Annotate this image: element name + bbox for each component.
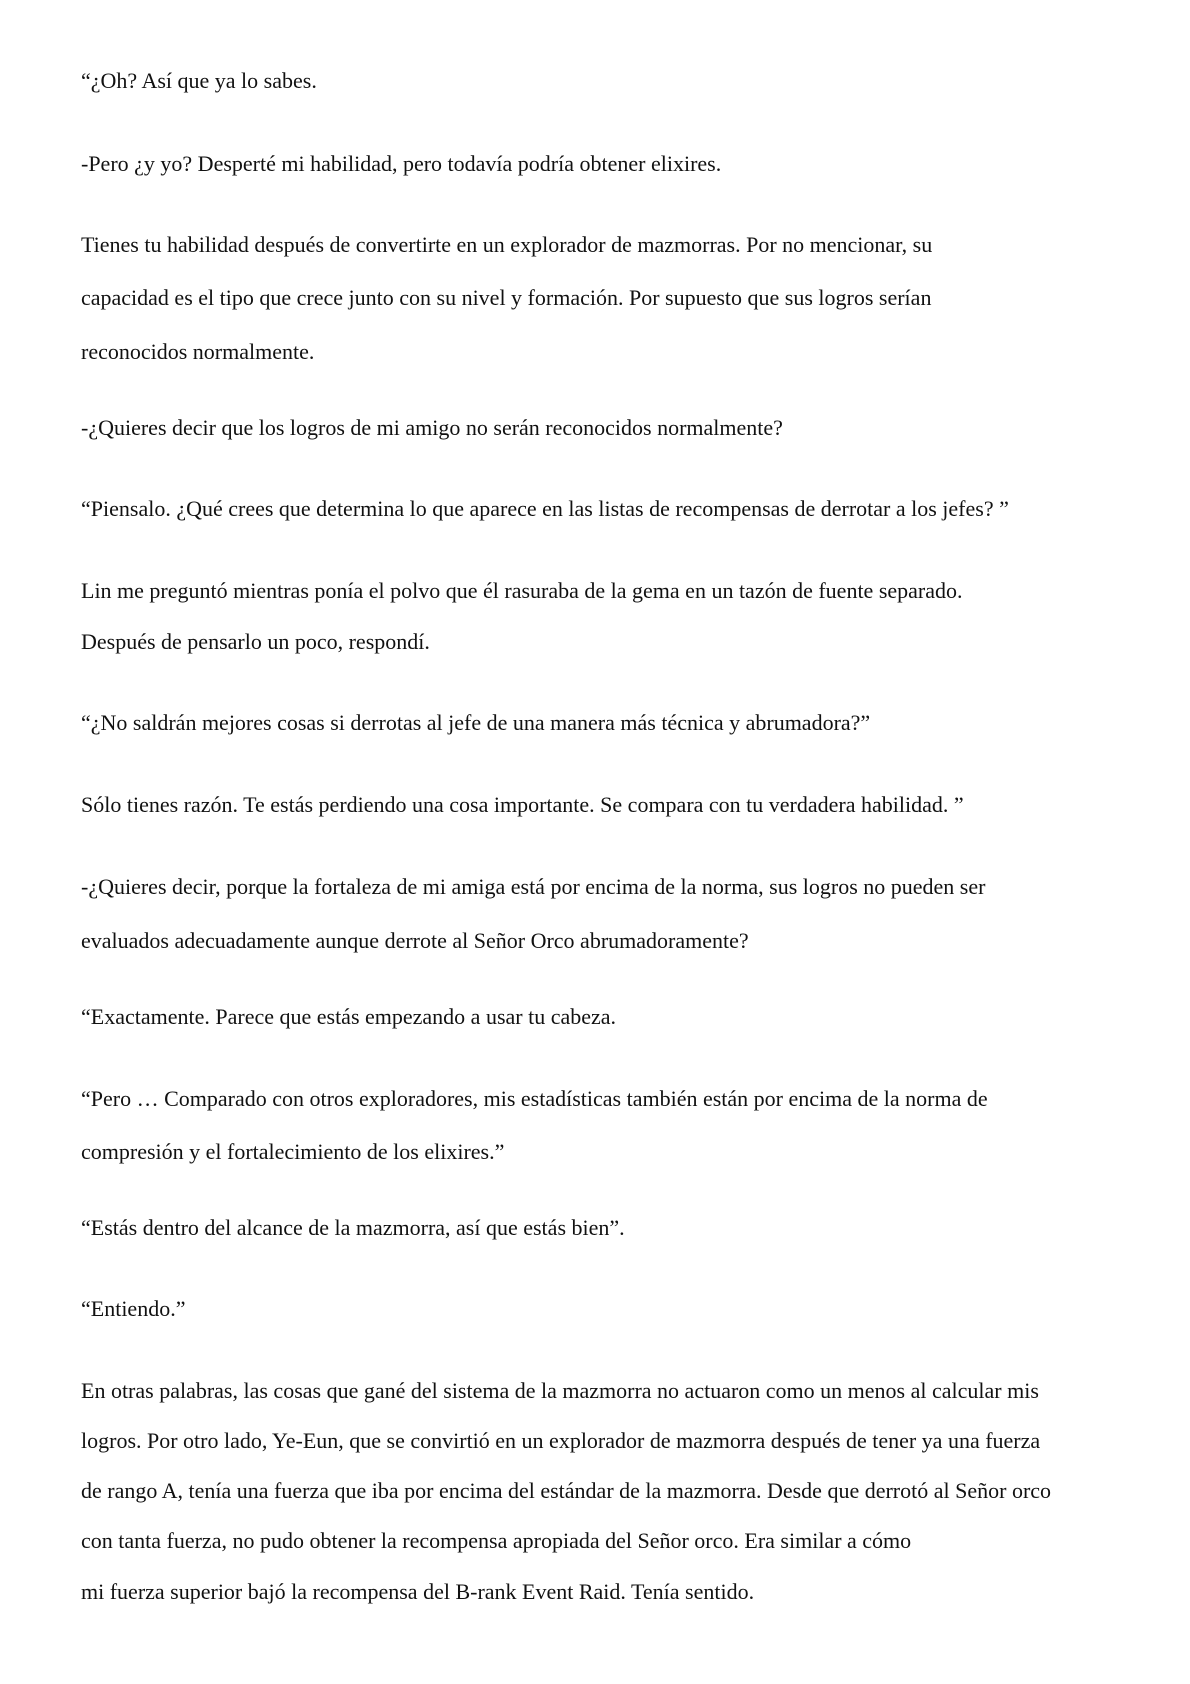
text-line: -¿Quieres decir que los logros de mi amigo no serán reconocidos normalmente?	[81, 415, 783, 440]
text-line: -Pero ¿y yo? Desperté mi habilidad, pero todavía podría obtener elixires.	[81, 151, 722, 176]
text-line: “¿No saldrán mejores cosas si derrotas al jefe de una manera más técnica y abrumadora?”	[81, 710, 871, 735]
text-line: “Exactamente. Parece que estás empezando a usar tu cabeza.	[81, 1004, 617, 1029]
text-line: -¿Quieres decir, porque la fortaleza de mi amiga está por encima de la norma, sus logros no pueden ser	[81, 874, 986, 899]
text-line: mi fuerza superior bajó la recompensa del B-rank Event Raid. Tenía sentido.	[81, 1579, 755, 1604]
text-line: “Entiendo.”	[81, 1296, 186, 1321]
text-line: con tanta fuerza, no pudo obtener la recompensa apropiada del Señor orco. Era similar a cómo	[81, 1528, 912, 1553]
text-line: capacidad es el tipo que crece junto con su nivel y formación. Por supuesto que sus logros serían	[81, 285, 932, 310]
text-line: reconocidos normalmente.	[81, 339, 315, 364]
text-line: “Pero … Comparado con otros exploradores, mis estadísticas también están por encima de la norma de	[81, 1086, 988, 1111]
text-line: Tienes tu habilidad después de convertirte en un explorador de mazmorras. Por no mencionar, su	[81, 232, 933, 257]
text-line: “¿Oh? Así que ya lo sabes.	[81, 68, 317, 93]
text-line: Después de pensarlo un poco, respondí.	[81, 629, 430, 654]
text-line: En otras palabras, las cosas que gané del sistema de la mazmorra no actuaron como un menos al calcular mis	[81, 1378, 1039, 1403]
text-line: Sólo tienes razón. Te estás perdiendo una cosa importante. Se compara con tu verdadera habilidad. ”	[81, 792, 964, 817]
text-line: logros. Por otro lado, Ye-Eun, que se convirtió en un explorador de mazmorra después de tener ya una fuerza	[81, 1428, 1041, 1453]
text-line: Lin me preguntó mientras ponía el polvo que él rasuraba de la gema en un tazón de fuente separado.	[81, 578, 963, 603]
text-line: compresión y el fortalecimiento de los elixires.”	[81, 1139, 505, 1164]
text-line: de rango A, tenía una fuerza que iba por encima del estándar de la mazmorra. Desde que derrotó al Señor orco	[81, 1478, 1052, 1503]
text-line: “Estás dentro del alcance de la mazmorra, así que estás bien”.	[81, 1215, 625, 1240]
text-line: “Piensalo. ¿Qué crees que determina lo que aparece en las listas de recompensas de derrotar a los jefes? ”	[81, 496, 1009, 521]
text-line: evaluados adecuadamente aunque derrote al Señor Orco abrumadoramente?	[81, 928, 749, 953]
